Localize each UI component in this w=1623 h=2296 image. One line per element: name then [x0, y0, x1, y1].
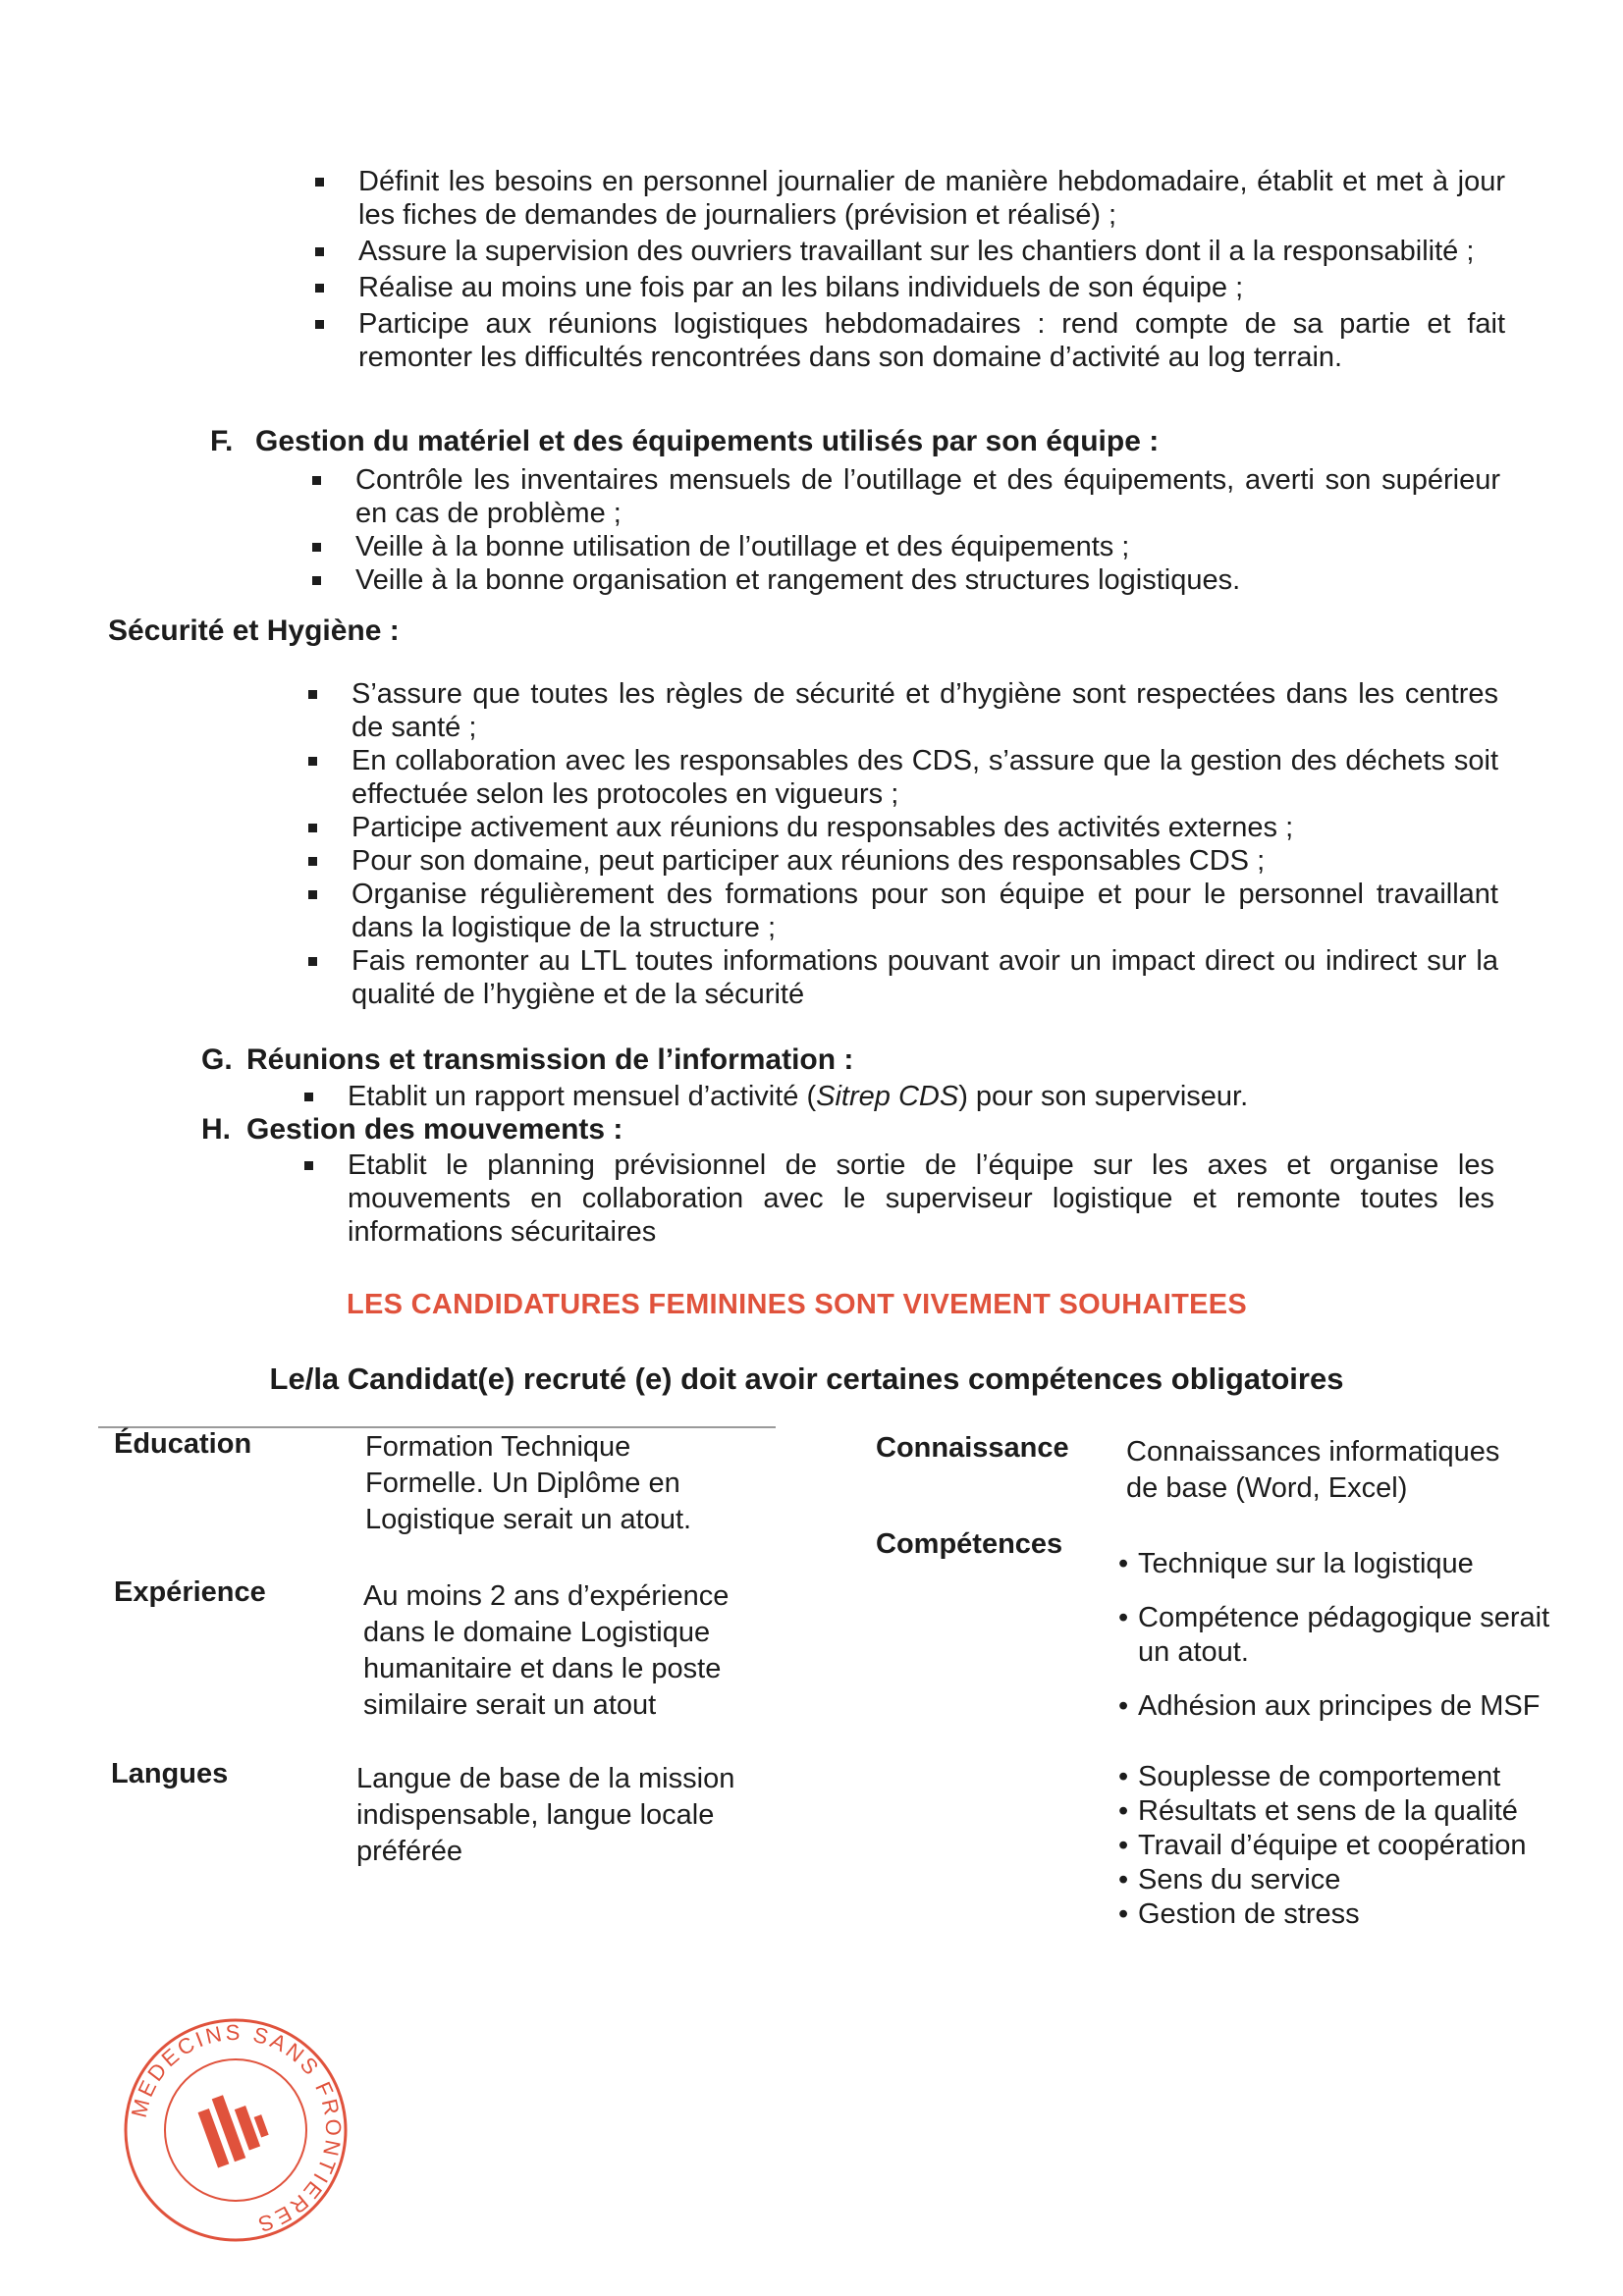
security-list — [352, 677, 1498, 1011]
requirements-title: Le/la Candidat(e) recruté (e) doit avoir certaines compétences obligatoires — [269, 1362, 1344, 1396]
section-letter: G. — [201, 1043, 233, 1076]
skills-list-compact — [1114, 1760, 1550, 1932]
stamp-text: MEDECINS SANS FRONTIERES — [126, 2019, 347, 2238]
list-item: Veille à la bonne organisation et rangement des structures logistiques. — [355, 563, 1500, 597]
bullet-square-icon — [315, 178, 324, 187]
section-g-list — [348, 1080, 1496, 1113]
section-f-list — [355, 463, 1500, 597]
section-letter: H. — [201, 1113, 231, 1146]
section-title: Gestion du matériel et des équipements utilisés par son équipe : — [255, 425, 1160, 457]
skills-list — [1114, 1547, 1550, 1743]
list-item: Participe aux réunions logistiques hebdomadaires : rend compte de sa partie et fait remonter les difficultés rencontrées dans son domaine d’activité au log terrain. — [358, 307, 1505, 374]
bullet-square-icon — [308, 957, 317, 966]
section-g-heading — [201, 1042, 853, 1078]
section-h-heading — [201, 1112, 622, 1148]
section-title: Gestion des mouvements : — [246, 1113, 623, 1146]
experience-value: Au moins 2 ans d’expérience dans le domaine Logistique humanitaire et dans le poste similaire serait un atout — [363, 1580, 730, 1721]
list-item: • Compétence pédagogique serait un atout. — [1114, 1601, 1550, 1670]
list-item: • Adhésion aux principes de MSF — [1114, 1689, 1550, 1724]
list-item: Organise régulièrement des formations pour son équipe et pour le personnel travaillant dans la logistique de la structure ; — [352, 878, 1498, 944]
bullet-square-icon — [315, 247, 324, 256]
list-item: Définit les besoins en personnel journalier de manière hebdomadaire, établit et met à jour les fiches de demandes de journaliers (prévision et réalisé) ; — [358, 165, 1505, 232]
section-f-heading — [210, 424, 1159, 459]
list-item: Fais remonter au LTL toutes informations pouvant avoir un impact direct ou indirect sur la qualité de l’hygiène et de la sécurité — [352, 944, 1498, 1011]
bullet-square-icon — [312, 576, 321, 585]
experience-label: Expérience — [114, 1576, 266, 1608]
list-item: • Technique sur la logistique — [1114, 1547, 1550, 1581]
list-item: Réalise au moins une fois par an les bilans individuels de son équipe ; — [358, 271, 1505, 304]
section-title: Réunions et transmission de l’information : — [246, 1043, 854, 1076]
list-item: Assure la supervision des ouvriers travaillant sur les chantiers dont il a la responsabilité ; — [358, 235, 1505, 268]
list-item: • Résultats et sens de la qualité — [1114, 1794, 1550, 1829]
bullet-square-icon — [315, 320, 324, 329]
female-applicants-notice: LES CANDIDATURES FEMININES SONT VIVEMENT SOUHAITEES — [346, 1289, 1248, 1320]
section-letter: F. — [210, 425, 234, 457]
list-item: Veille à la bonne utilisation de l’outillage et des équipements ; — [355, 530, 1500, 563]
skills-label: Compétences — [876, 1528, 1063, 1560]
list-item: S’assure que toutes les règles de sécurité et d’hygiène sont respectées dans les centres de santé ; — [352, 677, 1498, 744]
knowledge-value: Connaissances informatiques de base (Word, Excel) — [1126, 1436, 1500, 1504]
knowledge-label: Connaissance — [876, 1432, 1069, 1464]
security-heading: Sécurité et Hygiène : — [108, 614, 400, 647]
bullet-square-icon — [308, 757, 317, 766]
education-label: Éducation — [114, 1428, 252, 1460]
list-item: Pour son domaine, peut participer aux réunions des responsables CDS ; — [352, 844, 1498, 878]
list-item: Etablit le planning prévisionnel de sortie de l’équipe sur les axes et organise les mouvements en collaboration avec le superviseur logistique et remonte toutes les informations sécuritaires — [348, 1148, 1494, 1249]
top-bullet-list — [358, 165, 1505, 374]
bullet-square-icon — [315, 284, 324, 293]
bullet-square-icon — [308, 857, 317, 866]
list-item: Etablit un rapport mensuel d’activité (Sitrep CDS) pour son superviseur. — [348, 1080, 1496, 1113]
languages-label: Langues — [111, 1758, 229, 1789]
languages-value: Langue de base de la mission indispensable, langue locale préférée — [356, 1763, 735, 1867]
bullet-square-icon — [308, 690, 317, 699]
education-value: Formation Technique Formelle. Un Diplôme en Logistique serait un atout. — [365, 1431, 692, 1535]
list-item: Participe activement aux réunions du responsables des activités externes ; — [352, 811, 1498, 844]
bullet-square-icon — [308, 890, 317, 899]
bullet-square-icon — [304, 1093, 313, 1101]
msf-stamp-icon — [118, 2012, 353, 2248]
bullet-square-icon — [312, 476, 321, 485]
bullet-square-icon — [312, 543, 321, 552]
bullet-square-icon — [304, 1161, 313, 1170]
list-item: En collaboration avec les responsables des CDS, s’assure que la gestion des déchets soit effectuée selon les protocoles en vigueurs ; — [352, 744, 1498, 811]
stamp-logo — [195, 2085, 274, 2167]
list-item: • Sens du service — [1114, 1863, 1550, 1897]
list-item: • Souplesse de comportement — [1114, 1760, 1550, 1794]
list-item: • Gestion de stress — [1114, 1897, 1550, 1932]
list-item: • Travail d’équipe et coopération — [1114, 1829, 1550, 1863]
section-h-list — [348, 1148, 1494, 1249]
bullet-square-icon — [308, 824, 317, 832]
list-item: Contrôle les inventaires mensuels de l’outillage et des équipements, averti son supérieur en cas de problème ; — [355, 463, 1500, 530]
